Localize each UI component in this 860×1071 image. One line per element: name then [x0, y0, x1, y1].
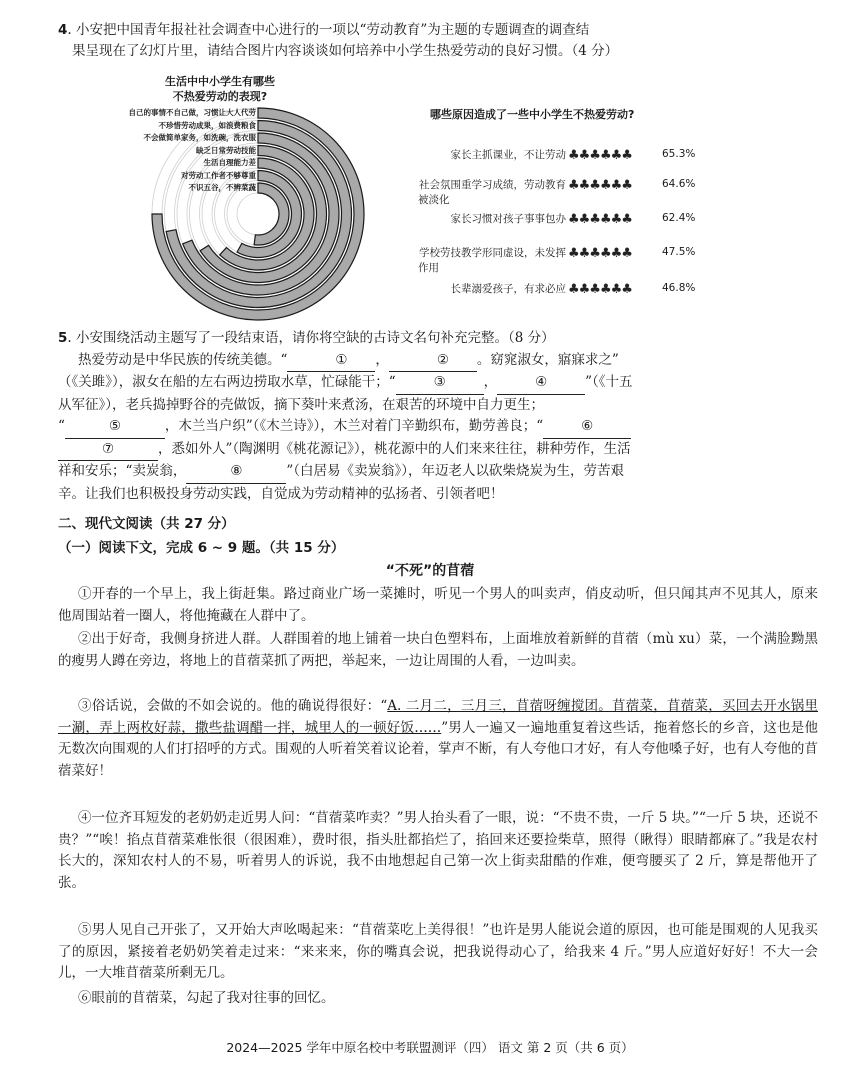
paragraph-1: ①开春的一个早上，我上街赶集。路过商业广场一菜摊时，听见一个男人的叫卖声，俏皮动听，但只闻其声不见其人，原来他周围站着一圈人，将他掩藏在人群中了。	[58, 586, 818, 624]
blank-5[interactable]: ⑤	[65, 416, 165, 439]
question-5-heading	[58, 328, 818, 350]
paragraph-4: ④一位齐耳短发的老奶奶走近男人问：“苜蓿菜咋卖？”男人抬头看了一眼，说：“不贵不贵，一斤 5 块。”“一斤 5 块，还说不贵？”“唉！掐点苜蓿菜难怅很（很困难），费时很，指头肚都掐烂了，掐回来还要捡柴草，照得（瞅得）眼睛都麻了。”我是农村长大的，深知农村人的不易，听着男人的诉说，我不由地想起自己第一次上街卖甜酷的作难，便弯腰买了 2 斤，算是帮他开了张。	[58, 810, 818, 891]
ring-label: 对劳动工作者不够尊重	[181, 170, 256, 180]
ring-label: 不识五谷，不辨菜蔬	[188, 183, 256, 192]
text-segment: ”男人一遍又一遍地重复着这些话，拖着悠长的乡音，这也是他无数次向围观的人们打招呼的方式。围观的人听着笑着议论着，掌声不断，有人夸他口才好，有人夸他嗓子好，也有人夸他的苜蓿菜好！	[58, 719, 819, 779]
text-segment: 热爱劳动是中华民族的传统美德。“	[78, 351, 288, 368]
bar-value-label: 46.8%	[662, 282, 696, 294]
blank-4[interactable]: ④	[497, 372, 585, 395]
blank-2[interactable]: ②	[389, 350, 477, 373]
subsection-heading: （一）阅读下文，完成 6 ~ 9 题。（共 15 分）	[58, 540, 345, 556]
bar-category-label-line: 社会氛围重学习成绩，劳动教育	[419, 179, 566, 191]
text-segment: ，木兰当户织”（《木兰诗》），木兰对着门辛勤织布，勤劳善良；“	[164, 418, 544, 434]
text-segment: ”（《十五	[585, 374, 633, 390]
blank-1[interactable]: ①	[287, 350, 375, 373]
bar-value-label: 62.4%	[662, 212, 696, 224]
question-5-line-1	[58, 350, 818, 373]
text-segment: ，悉如外人”（陶渊明《桃花源记》），桃花源中的人们来来往往，耕种劳作，生活	[158, 440, 631, 457]
radial-chart-title-line-1: 生活中中小学生有哪些	[165, 75, 275, 88]
text-segment: 祥和安乐；“卖炭翁，	[58, 463, 187, 479]
blank-3[interactable]: ③	[396, 372, 484, 395]
bar-category-label-line: 被淡化	[418, 194, 450, 206]
bar-category-label-line: 家长习惯对孩子事事包办	[450, 213, 566, 225]
bar-category-label-line: 作用	[418, 262, 439, 274]
ring-label: 自己的事情不自己做，习惯让大人代劳	[128, 108, 256, 117]
blank-6[interactable]: ⑥	[543, 416, 631, 439]
paragraph-5: ⑤男人见自己开张了，又开始大声吆喝起来：“苜蓿菜吃上美得很！”也许是男人能说会道的原因，也可能是围观的人见我买了的原因，紧接着老奶奶笑着走过来：“来来来，你的嘴真会说，把我说得动心了，给我来 4 斤。”男人应道好好好！不大一会儿，一大堆苜蓿菜所剩无几。	[58, 922, 818, 981]
question-number: 4	[58, 22, 68, 38]
question-5-line-4	[58, 416, 818, 439]
bar-mark: ♣♣♣♣♣♣	[568, 213, 632, 226]
ring-label: 缺乏日常劳动技能	[196, 145, 256, 155]
bar-category-label-line: 长辈溺爱孩子，有求必应	[450, 283, 566, 295]
text-segment: ，	[375, 351, 389, 368]
bar-value-label: 47.5%	[662, 246, 696, 258]
bar-mark: ♣♣♣♣♣♣	[568, 283, 632, 296]
text-segment: （《关雎》），淑女在船的左右两边捞取水草，忙碌能干；“	[58, 374, 396, 390]
bar-mark: ♣♣♣♣♣♣	[568, 179, 632, 192]
question-number: 5	[58, 330, 68, 346]
bar-category-label-line: 家长主抓课业，不让劳动	[450, 149, 566, 161]
ring-label: 不会做简单家务，如洗碗，洗衣服	[143, 133, 256, 142]
question-5-line-2	[58, 372, 818, 395]
paragraph-3	[58, 696, 818, 782]
bar-mark: ♣♣♣♣♣♣	[568, 149, 632, 162]
text-segment: ”（白居易《卖炭翁》），年迈老人以砍柴烧炭为生，劳苦艰	[286, 463, 625, 479]
blank-7[interactable]: ⑦	[58, 439, 158, 462]
bar-category-label	[366, 282, 566, 297]
radial-chart-title-line-2: 不热爱劳动的表现?	[172, 90, 268, 103]
page-footer: 2024—2025 学年中原名校中考联盟测评（四） 语文 第 2 页（共 6 页）	[226, 1040, 634, 1055]
paragraph-2: ②出于好奇，我侧身挤进人群。人群围着的地上铺着一块白色塑料布，上面堆放着新鲜的苜蓿（mù xu）菜，一个满脸黝黑的瘦男人蹲在旁边，将地上的苜蓿菜抓了两把，举起来，一边让周围的人看，一边叫卖。	[58, 631, 818, 669]
question-5-line-5	[58, 439, 818, 462]
text-segment: 。窈窕淑女，寤寐求之”	[476, 351, 619, 368]
bar-value-label: 64.6%	[662, 178, 696, 190]
question-5-line-6	[58, 461, 818, 484]
bar-value-label: 65.3%	[662, 148, 696, 160]
ring-label: 生活自理能力差	[203, 158, 256, 167]
section-heading: 二、现代文阅读（共 27 分）	[58, 516, 235, 532]
bar-category-label	[366, 178, 566, 208]
text-segment: ③俗话说，会做的不如会说的。他的确说得很好：“	[78, 698, 388, 714]
bar-chart-title: 哪些原因造成了一些中小学生不热爱劳动?	[430, 108, 635, 121]
question-5	[58, 328, 818, 505]
question-4-line-2: 果呈现在了幻灯片里，请结合图片内容谈谈如何培养中小学生热爱劳动的良好习惯。（4 分）	[72, 43, 619, 59]
paragraph-6: ⑥眼前的苜蓿菜，勾起了我对往事的回忆。	[78, 990, 335, 1006]
text-segment: ，	[483, 374, 498, 390]
text-segment: “	[58, 418, 65, 434]
blank-8[interactable]: ⑧	[186, 461, 286, 484]
bar-category-label	[366, 212, 566, 227]
underlined-passage-a: A. 二月二，三月三，苜蓿呀缠搅团。苜蓿菜，苜蓿菜，买回去开水锅里一涮，弄上两枚好蒜，撒些盐调醋一拌，城里人的一顿好饭……	[58, 698, 818, 736]
bar-category-label-line: 学校劳技教学形同虚设，未发挥	[419, 247, 566, 259]
ring-label: 不珍惜劳动成果，如浪费粮食	[158, 120, 256, 130]
bar-category-label	[366, 246, 566, 276]
question-5-line-7: 辛。让我们也积极投身劳动实践，自觉成为劳动精神的弘扬者、引领者吧！	[58, 485, 504, 502]
bar-mark: ♣♣♣♣♣♣	[568, 247, 632, 260]
article-title: “不死”的苜蓿	[385, 563, 475, 579]
question-text: . 小安把中国青年报社社会调查中心进行的一项以“劳动教育”为主题的专题调查的调查结	[67, 22, 590, 38]
bar-category-label	[366, 148, 566, 163]
question-text: . 小安围绕活动主题写了一段结束语，请你将空缺的古诗文名句补充完整。（8 分）	[67, 330, 555, 346]
question-5-line-3: 从军征》），老兵捣掉野谷的壳做饭，摘下葵叶来煮汤，在艰苦的环境中自力更生；	[58, 396, 544, 413]
